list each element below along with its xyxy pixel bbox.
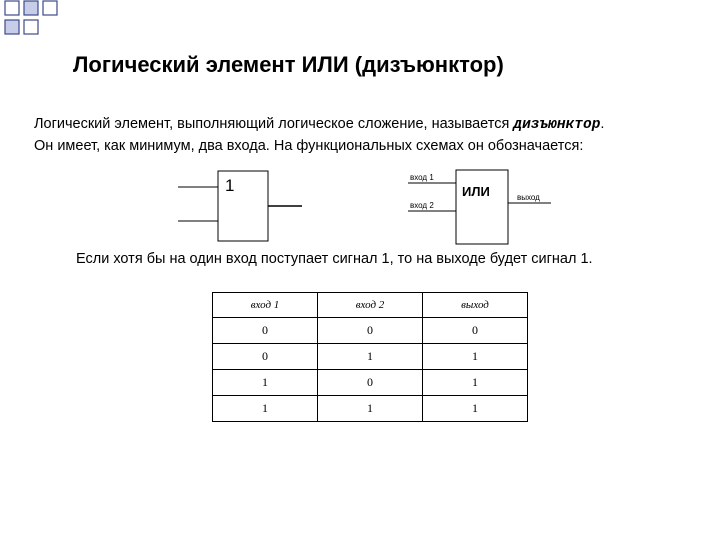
gate2-body (456, 170, 508, 244)
corner-decoration (0, 0, 80, 50)
table-cell: 0 (318, 318, 423, 344)
table-cell: 0 (213, 344, 318, 370)
intro-term: дизъюнктор (513, 117, 601, 133)
gate2-symbol: ИЛИ (462, 184, 490, 199)
truth-table (212, 292, 528, 422)
truth-table-header-row (213, 293, 528, 318)
intro-text-end: . (600, 116, 605, 132)
table-cell: 0 (318, 370, 423, 396)
or-gate-diagram-2 (406, 168, 556, 248)
table-row (213, 318, 528, 344)
table-cell: 0 (213, 318, 318, 344)
table-row (213, 396, 528, 422)
intro-line-2: Он имеет, как минимум, два входа. На функциональных схемах он обозначается: (34, 138, 584, 154)
gate2-input-label-1: вход 1 (410, 173, 434, 182)
gate1-symbol: 1 (225, 176, 235, 195)
intro-paragraph (34, 114, 689, 157)
intro-text: Логический элемент, выполняющий логическое сложение, называется (34, 116, 514, 132)
gate2-input-label-2: вход 2 (410, 201, 434, 210)
table-cell: 1 (213, 396, 318, 422)
table-row (213, 344, 528, 370)
rule-text: Если хотя бы на один вход поступает сигнал 1, то на выходе будет сигнал 1. (76, 251, 593, 267)
table-cell: 1 (423, 370, 528, 396)
header-output: выход (423, 293, 528, 318)
table-cell: 1 (318, 396, 423, 422)
header-input-1: вход 1 (213, 293, 318, 318)
page-title: Логический элемент ИЛИ (дизъюнктор) (73, 52, 504, 77)
table-row (213, 370, 528, 396)
gate2-output-label: выход (517, 193, 540, 202)
table-cell: 0 (423, 318, 528, 344)
table-cell: 1 (318, 344, 423, 370)
header-input-2: вход 2 (318, 293, 423, 318)
table-cell: 1 (423, 396, 528, 422)
table-cell: 1 (423, 344, 528, 370)
or-gate-diagram-1 (178, 169, 308, 244)
table-cell: 1 (213, 370, 318, 396)
